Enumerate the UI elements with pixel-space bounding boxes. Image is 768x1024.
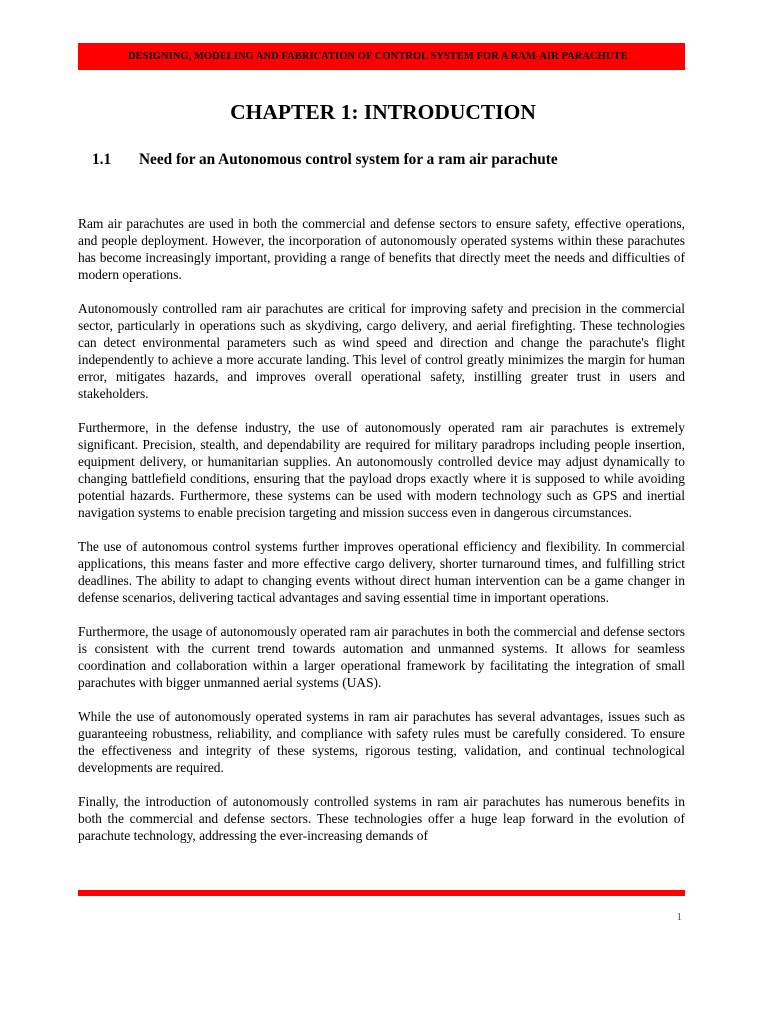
footer-rule <box>78 890 685 896</box>
page-number: 1 <box>676 911 682 923</box>
section-title: Need for an Autonomous control system for a ram air parachute <box>139 151 558 168</box>
section-heading <box>92 151 558 169</box>
paragraph: Ram air parachutes are used in both the commercial and defense sectors to ensure safety, effective operations, and people deployment. However, the incorporation of autonomously operated systems within these parachutes has become increasingly important, providing a range of benefits that directly meet the needs and difficulties of modern operations. <box>78 216 685 282</box>
body-text <box>78 215 685 876</box>
chapter-title: CHAPTER 1: INTRODUCTION <box>230 100 536 124</box>
paragraph: Furthermore, the usage of autonomously operated ram air parachutes in both the commercial and defense sectors is consistent with the current trend towards automation and unmanned systems. It allows for seamless coordination and collaboration within a larger operational framework by facilitating the integration of small parachutes with bigger unmanned aerial systems (UAS). <box>78 624 685 690</box>
section-number: 1.1 <box>92 151 112 168</box>
paragraph: Finally, the introduction of autonomously controlled systems in ram air parachutes has numerous benefits in both the commercial and defense sectors. These technologies offer a huge leap forward in the evolution of parachute technology, addressing the ever-increasing demands of <box>78 794 685 843</box>
paragraph: Autonomously controlled ram air parachutes are critical for improving safety and precision in the commercial sector, particularly in operations such as skydiving, cargo delivery, and aerial firefighting. These technologies can detect environmental parameters such as wind speed and direction and change the parachute's flight independently to achieve a more accurate landing. This level of control greatly minimizes the margin for human error, mitigates hazards, and improves overall operational safety, instilling greater trust in users and stakeholders. <box>78 301 685 401</box>
paragraph: While the use of autonomously operated systems in ram air parachutes has several advantages, issues such as guaranteeing robustness, reliability, and compliance with safety rules must be carefully considered. To ensure the effectiveness and integrity of these systems, rigorous testing, validation, and continual technological developments are required. <box>78 709 685 775</box>
paragraph: The use of autonomous control systems further improves operational efficiency and flexibility. In commercial applications, this means faster and more effective cargo delivery, shorter turnaround times, and fulfilling strict deadlines. The ability to adapt to changing events without direct human intervention can be a game changer in defense scenarios, delivering tactical advantages and saving essential time in important operations. <box>78 539 685 605</box>
running-header-bar <box>78 43 685 70</box>
running-header-title: DESIGNING, MODELING AND FABRICATION OF CONTROL SYSTEM FOR A RAM-AIR PARACHUTE <box>128 51 628 62</box>
paragraph: Furthermore, in the defense industry, the use of autonomously operated ram air parachutes is extremely significant. Precision, stealth, and dependability are required for military paradrops including people insertion, equipment delivery, or humanitarian supplies. An autonomously controlled device may adjust dynamically to changing battlefield conditions, ensuring that the payload drops exactly where it is supposed to while avoiding potential hazards. Furthermore, these systems can be used with modern technology such as GPS and inertial navigation systems to enable precision targeting and mission success even in dangerous circumstances. <box>78 420 685 520</box>
